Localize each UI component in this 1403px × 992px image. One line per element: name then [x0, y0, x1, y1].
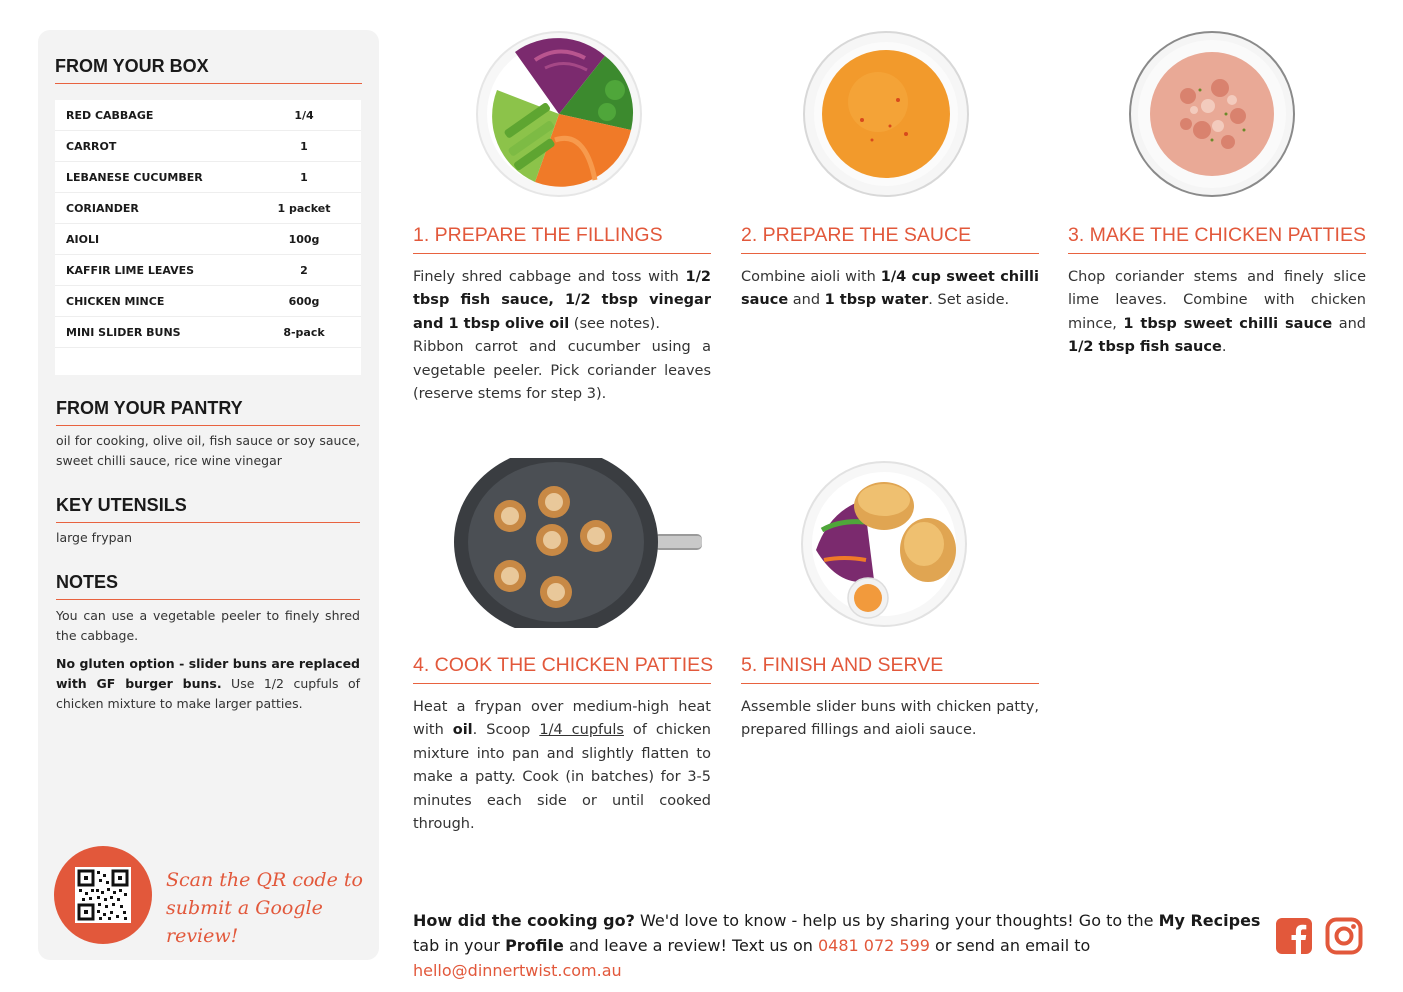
footer-text-3: and leave a review! Text us on	[563, 936, 818, 955]
qr-caption-line-1: Scan the QR code to	[166, 869, 363, 891]
step-3-title: 3. MAKE THE CHICKEN PATTIES	[1068, 224, 1366, 254]
step-5-body	[741, 696, 1039, 743]
ingredient-row	[55, 100, 361, 131]
step-2-text-3: . Set aside.	[928, 292, 1010, 309]
frypan-photo	[454, 458, 704, 628]
from-your-box-title: FROM YOUR BOX	[55, 56, 362, 84]
step-4-underline-1: 1/4 cupfuls	[539, 722, 624, 739]
step-2-body	[741, 266, 1039, 313]
ingredient-row	[55, 162, 361, 193]
utensils-text: large frypan	[56, 530, 133, 545]
review-footer	[413, 908, 1263, 983]
step-2-bold-2: 1 tbsp water	[824, 292, 929, 309]
footer-text-2: tab in your	[413, 936, 506, 955]
qr-badge	[54, 846, 152, 944]
footer-bold-2: My Recipes	[1158, 911, 1261, 930]
step-2-text-1: Combine aioli with	[741, 269, 881, 285]
notes-title: NOTES	[56, 572, 360, 600]
ingredient-name: CHICKEN MINCE	[66, 294, 165, 308]
step-4-text-2: . Scoop	[472, 722, 540, 739]
step-4-text-1: Heat a frypan over medium-high heat with	[413, 699, 711, 739]
chicken-mix-photo	[1128, 30, 1296, 198]
ingredient-row	[55, 255, 361, 286]
step-1-text-3: Ribbon carrot and cucumber using a vegetable peeler. Pick coriander leaves (reserve stems for step 3).	[413, 339, 711, 403]
step-3-bold-1: 1 tbsp sweet chilli sauce	[1123, 315, 1333, 332]
finished-dish-photo	[800, 460, 970, 628]
ingredient-name: MINI SLIDER BUNS	[66, 325, 181, 339]
footer-text-1: We'd love to know - help us by sharing your thoughts! Go to the	[634, 911, 1159, 930]
qr-caption	[166, 866, 379, 950]
footer-text-4: or send an email to	[929, 936, 1091, 955]
step-1-title: 1. PREPARE THE FILLINGS	[413, 224, 711, 254]
ingredients-sidebar	[38, 30, 379, 960]
step-4-bold-1: oil	[452, 722, 473, 739]
qr-caption-line-2: submit a Google review!	[166, 897, 323, 947]
step-3-text-1: Chop coriander stems and finely slice lime leaves. Combine with chicken mince,	[1068, 269, 1366, 332]
ingredient-row	[55, 131, 361, 162]
facebook-icon[interactable]	[1275, 917, 1313, 955]
sauce-photo	[802, 30, 970, 198]
step-4-text-3: of chicken mixture into pan and slightly flatten to make a patty. Cook (in batches) for 3-5 minutes each side or until cooked through.	[413, 722, 711, 833]
fillings-photo	[475, 30, 643, 198]
ingredient-row	[55, 317, 361, 348]
ingredient-qty: 1	[300, 139, 308, 153]
step-3-text-2: and	[1332, 315, 1366, 332]
qr-code-icon[interactable]	[75, 867, 131, 923]
step-4-title: 4. COOK THE CHICKEN PATTIES	[413, 654, 711, 684]
step-2-bold-1: 1/4 cup sweet chilli sauce	[741, 269, 1039, 309]
note-2-text: Use 1/2 cupfuls of chicken mixture to make larger patties.	[56, 676, 360, 711]
step-1-bold-1: 1/2 tbsp fish sauce, 1/2 tbsp vinegar and 1 tbsp olive oil	[413, 269, 711, 332]
ingredient-row	[55, 224, 361, 255]
phone-link[interactable]: 0481 072 599	[817, 936, 930, 955]
step-1-text-2: (see notes).	[569, 315, 660, 332]
ingredient-qty: 100g	[288, 232, 320, 246]
step-3-text-3: .	[1221, 339, 1227, 356]
ingredient-qty: 600g	[288, 294, 320, 308]
ingredient-row	[55, 193, 361, 224]
ingredient-qty: 1	[300, 170, 308, 184]
ingredient-name: KAFFIR LIME LEAVES	[66, 263, 195, 277]
ingredient-name: LEBANESE CUCUMBER	[66, 170, 203, 184]
step-1-body	[413, 266, 711, 406]
ingredient-name: CARROT	[66, 139, 117, 153]
ingredient-qty: 1 packet	[277, 201, 331, 215]
step-2-title: 2. PREPARE THE SAUCE	[741, 224, 1039, 254]
step-2-text-2: and	[788, 292, 825, 309]
step-3-body	[1068, 266, 1366, 360]
instagram-icon[interactable]	[1325, 917, 1363, 955]
ingredient-name: RED CABBAGE	[66, 108, 154, 122]
footer-bold-3: Profile	[505, 936, 564, 955]
ingredient-qty: 8-pack	[283, 325, 325, 339]
ingredient-row	[55, 286, 361, 317]
ingredient-name: CORIANDER	[66, 201, 139, 215]
ingredient-qty: 2	[300, 263, 308, 277]
note-1: You can use a vegetable peeler to finely shred the cabbage.	[56, 608, 360, 643]
box-ingredients-table	[55, 100, 361, 375]
step-1-text-1: Finely shred cabbage and toss with	[413, 269, 686, 285]
pantry-text: oil for cooking, olive oil, fish sauce or soy sauce, sweet chilli sauce, rice wine vinegar	[56, 433, 360, 468]
step-5-text-1: Assemble slider buns with chicken patty, prepared fillings and aioli sauce.	[741, 699, 1039, 739]
step-3-bold-2: 1/2 tbsp fish sauce	[1068, 339, 1222, 356]
step-4-body	[413, 696, 711, 836]
footer-bold-1: How did the cooking go?	[413, 911, 635, 930]
ingredient-qty: 1/4	[294, 108, 314, 122]
step-5-title: 5. FINISH AND SERVE	[741, 654, 1039, 684]
key-utensils-title: KEY UTENSILS	[56, 495, 360, 523]
email-link[interactable]: hello@dinnertwist.com.au	[413, 961, 622, 980]
note-2-bold: No gluten option - slider buns are replaced with GF burger buns.	[56, 656, 360, 691]
from-your-pantry-title: FROM YOUR PANTRY	[56, 398, 360, 426]
ingredient-name: AIOLI	[66, 232, 100, 246]
note-2	[56, 654, 360, 714]
